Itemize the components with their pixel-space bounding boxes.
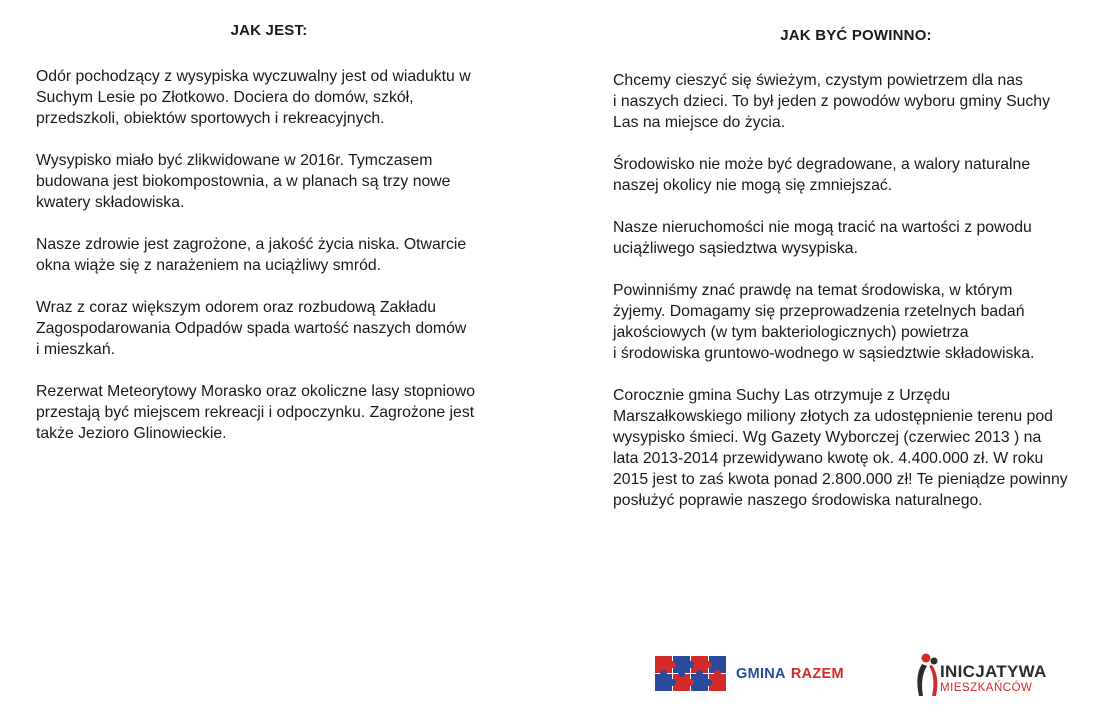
puzzle-icon bbox=[655, 656, 727, 692]
paragraph-line: naszej okolicy nie mogą się zmniejszać. bbox=[613, 177, 893, 194]
right-paragraphs bbox=[613, 70, 1103, 532]
paragraph-line: i naszych dzieci. To był jeden z powodów wyboru gminy Suchy bbox=[613, 93, 1050, 110]
paragraph-line: lata 2013-2014 przewidywano kwotę ok. 4.400.000 zł. W roku bbox=[613, 450, 1044, 467]
gmina-word: GMINA bbox=[736, 666, 786, 682]
left-paragraph bbox=[36, 150, 516, 213]
paragraph-line: jakościowych (w tym bakteriologicznych) powietrza bbox=[613, 324, 969, 341]
paragraph-line: kwatery składowiska. bbox=[36, 194, 185, 211]
paragraph-line: Zagospodarowania Odpadów spada wartość naszych domów bbox=[36, 320, 467, 337]
razem-word: RAZEM bbox=[790, 666, 844, 682]
paragraph-line: Chcemy cieszyć się świeżym, czystym powietrzem dla nas bbox=[613, 72, 1023, 89]
paragraph-line: posłużyć poprawie naszego środowiska naturalnego. bbox=[613, 492, 983, 509]
paragraph-line: i środowiska gruntowo-wodnego w sąsiedztwie składowiska. bbox=[613, 345, 1035, 362]
paragraph-line: Marszałkowskiego miliony złotych za udostępnienie terenu pod bbox=[613, 408, 1053, 425]
right-paragraph bbox=[613, 217, 1103, 259]
inicjatywa-text: INICJATYWA bbox=[940, 662, 1047, 681]
paragraph-line: żyjemy. Domagamy się przeprowadzenia rzetelnych badań bbox=[613, 303, 1025, 320]
paragraph-line: Rezerwat Meteorytowy Morasko oraz okoliczne lasy stopniowo bbox=[36, 383, 475, 400]
left-paragraphs bbox=[36, 66, 516, 465]
right-paragraph bbox=[613, 70, 1103, 133]
paragraph-line: Powinniśmy znać prawdę na temat środowiska, w którym bbox=[613, 282, 1013, 299]
mieszkancow-text: MIESZKAŃCÓW bbox=[940, 682, 1033, 694]
paragraph-line: uciążliwego sąsiedztwa wysypiska. bbox=[613, 240, 858, 257]
paragraph-line: okna wiąże się z narażeniem na uciążliwy smród. bbox=[36, 257, 382, 274]
paragraph-line: i mieszkań. bbox=[36, 341, 116, 358]
left-paragraph bbox=[36, 381, 516, 444]
paragraph-line: Wraz z coraz większym odorem oraz rozbudową Zakładu bbox=[36, 299, 437, 316]
paragraph-line: Wysypisko miało być zlikwidowane w 2016r. Tymczasem bbox=[36, 152, 433, 169]
right-paragraph bbox=[613, 280, 1103, 364]
people-icon bbox=[913, 652, 943, 700]
paragraph-line: przestają być miejscem rekreacji i odpoczynku. Zagrożone jest bbox=[36, 404, 475, 421]
left-paragraph bbox=[36, 297, 516, 360]
paragraph-line: wysypisko śmieci. Wg Gazety Wyborczej (czerwiec 2013 ) na bbox=[613, 429, 1042, 446]
inicjatywa-mieszkancow-logo bbox=[913, 652, 1063, 700]
left-paragraph bbox=[36, 234, 516, 276]
gmina-razem-logo bbox=[655, 655, 844, 693]
paragraph-line: także Jezioro Glinowieckie. bbox=[36, 425, 227, 442]
paragraph-line: Corocznie gmina Suchy Las otrzymuje z Urzędu bbox=[613, 387, 951, 404]
paragraph-line: 2015 jest to zaś kwota ponad 2.800.000 zł! Te pieniądze powinny bbox=[613, 471, 1068, 488]
paragraph-line: Odór pochodzący z wysypiska wyczuwalny jest od wiaduktu w bbox=[36, 68, 471, 85]
paragraph-line: Las na miejsce do życia. bbox=[613, 114, 786, 131]
right-paragraph bbox=[613, 385, 1103, 511]
right-paragraph bbox=[613, 154, 1103, 196]
gmina-razem-wordmark bbox=[736, 666, 844, 682]
left-heading: JAK JEST: bbox=[230, 22, 308, 39]
right-heading: JAK BYĆ POWINNO: bbox=[780, 27, 932, 44]
left-paragraph bbox=[36, 66, 516, 129]
paragraph-line: Środowisko nie może być degradowane, a walory naturalne bbox=[613, 156, 1031, 173]
paragraph-line: Nasze zdrowie jest zagrożone, a jakość życia niska. Otwarcie bbox=[36, 236, 467, 253]
paragraph-line: Nasze nieruchomości nie mogą tracić na wartości z powodu bbox=[613, 219, 1032, 236]
paragraph-line: budowana jest biokompostownia, a w planach są trzy nowe bbox=[36, 173, 451, 190]
paragraph-line: przedszkoli, obiektów sportowych i rekreacyjnych. bbox=[36, 110, 385, 127]
paragraph-line: Suchym Lesie po Złotkowo. Dociera do domów, szkół, bbox=[36, 89, 414, 106]
